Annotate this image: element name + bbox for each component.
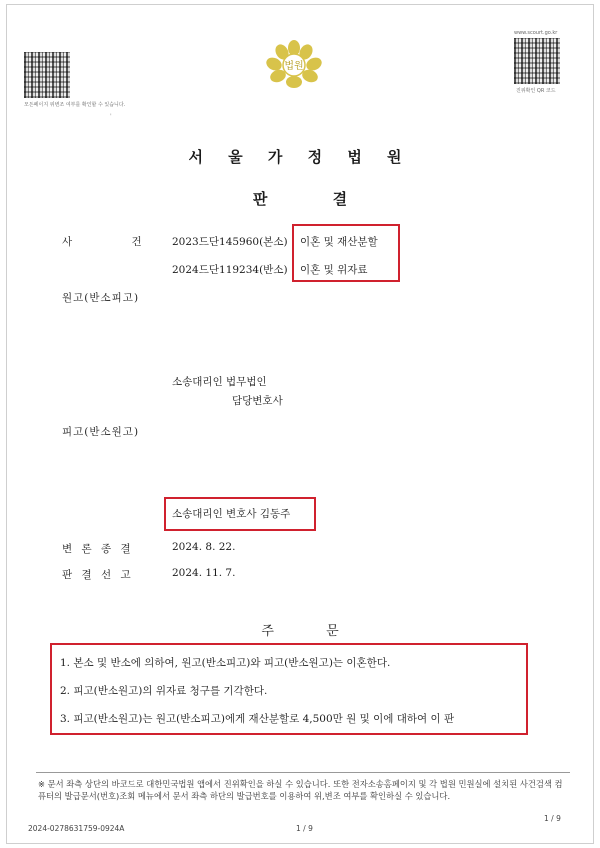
judgment-label: 판 결 선 고 [62,569,134,581]
footer-note: ※ 문서 좌측 상단의 바코드로 대한민국법원 앱에서 진위확인을 하실 수 있습니다. 또한 전자소송홈페이지 및 각 법원 민원실에 설치된 사건검색 컴퓨터의 발급문서(번호)조회 메뉴에서 문서 좌측 하단의 발급번호를 이용하여 위,변조 여부를 확인하실 수 있습니다. [38,779,563,801]
margin-mark: ' [110,113,112,120]
case-title-counter: 이혼 및 위자료 [300,264,368,276]
defendant-agent: 소송대리인 변호사 김동주 [172,508,291,520]
court-name: 서 울 가 정 법 원 [188,148,412,166]
qr-right-caption: 진위확인 QR 코드 [516,88,556,94]
page-number-right: 1 / 9 [544,814,561,823]
case-label: 사 건 [62,236,170,248]
document-title: 판 결 [252,190,378,208]
verification-barcode-left [24,52,70,98]
closing-label: 변 론 종 결 [62,543,134,555]
defendant-label: 피고(반소원고) [62,426,140,438]
case-number-main: 2023드단145960(본소) [172,236,288,248]
qr-left-caption: 모든페이지 위변조 여부를 확인할 수 있습니다. [24,102,126,108]
case-title-main: 이혼 및 재산분할 [300,236,378,248]
case-number-counter: 2024드단119234(반소) [172,264,288,276]
case-title-highlight [292,224,400,282]
plaintiff-lawyer: 담당변호사 [232,395,283,407]
verification-qr-right [514,38,560,84]
order-item-2: 2. 피고(반소원고)의 위자료 청구를 기각한다. [60,685,268,697]
judgment-date: 2024. 11. 7. [172,567,236,579]
issue-number: 2024-0278631759-0924A [28,824,125,833]
plaintiff-label: 원고(반소피고) [62,292,140,304]
closing-date: 2024. 8. 22. [172,541,236,553]
emblem-label: 법원 [284,61,304,72]
court-site-url: www.scourt.go.kr [514,30,558,36]
order-item-3: 3. 피고(반소원고)는 원고(반소피고)에게 재산분할로 4,500만 원 및 이에 대하여 이 판 [60,713,455,725]
order-item-1: 1. 본소 및 반소에 의하여, 원고(반소피고)와 피고(반소원고)는 이혼한다. [60,657,391,669]
plaintiff-agent: 소송대리인 법무법인 [172,376,267,388]
court-emblem-icon [262,38,326,90]
page-number-center: 1 / 9 [296,824,313,833]
footer-divider [36,772,570,773]
order-heading: 주 문 [261,624,363,639]
